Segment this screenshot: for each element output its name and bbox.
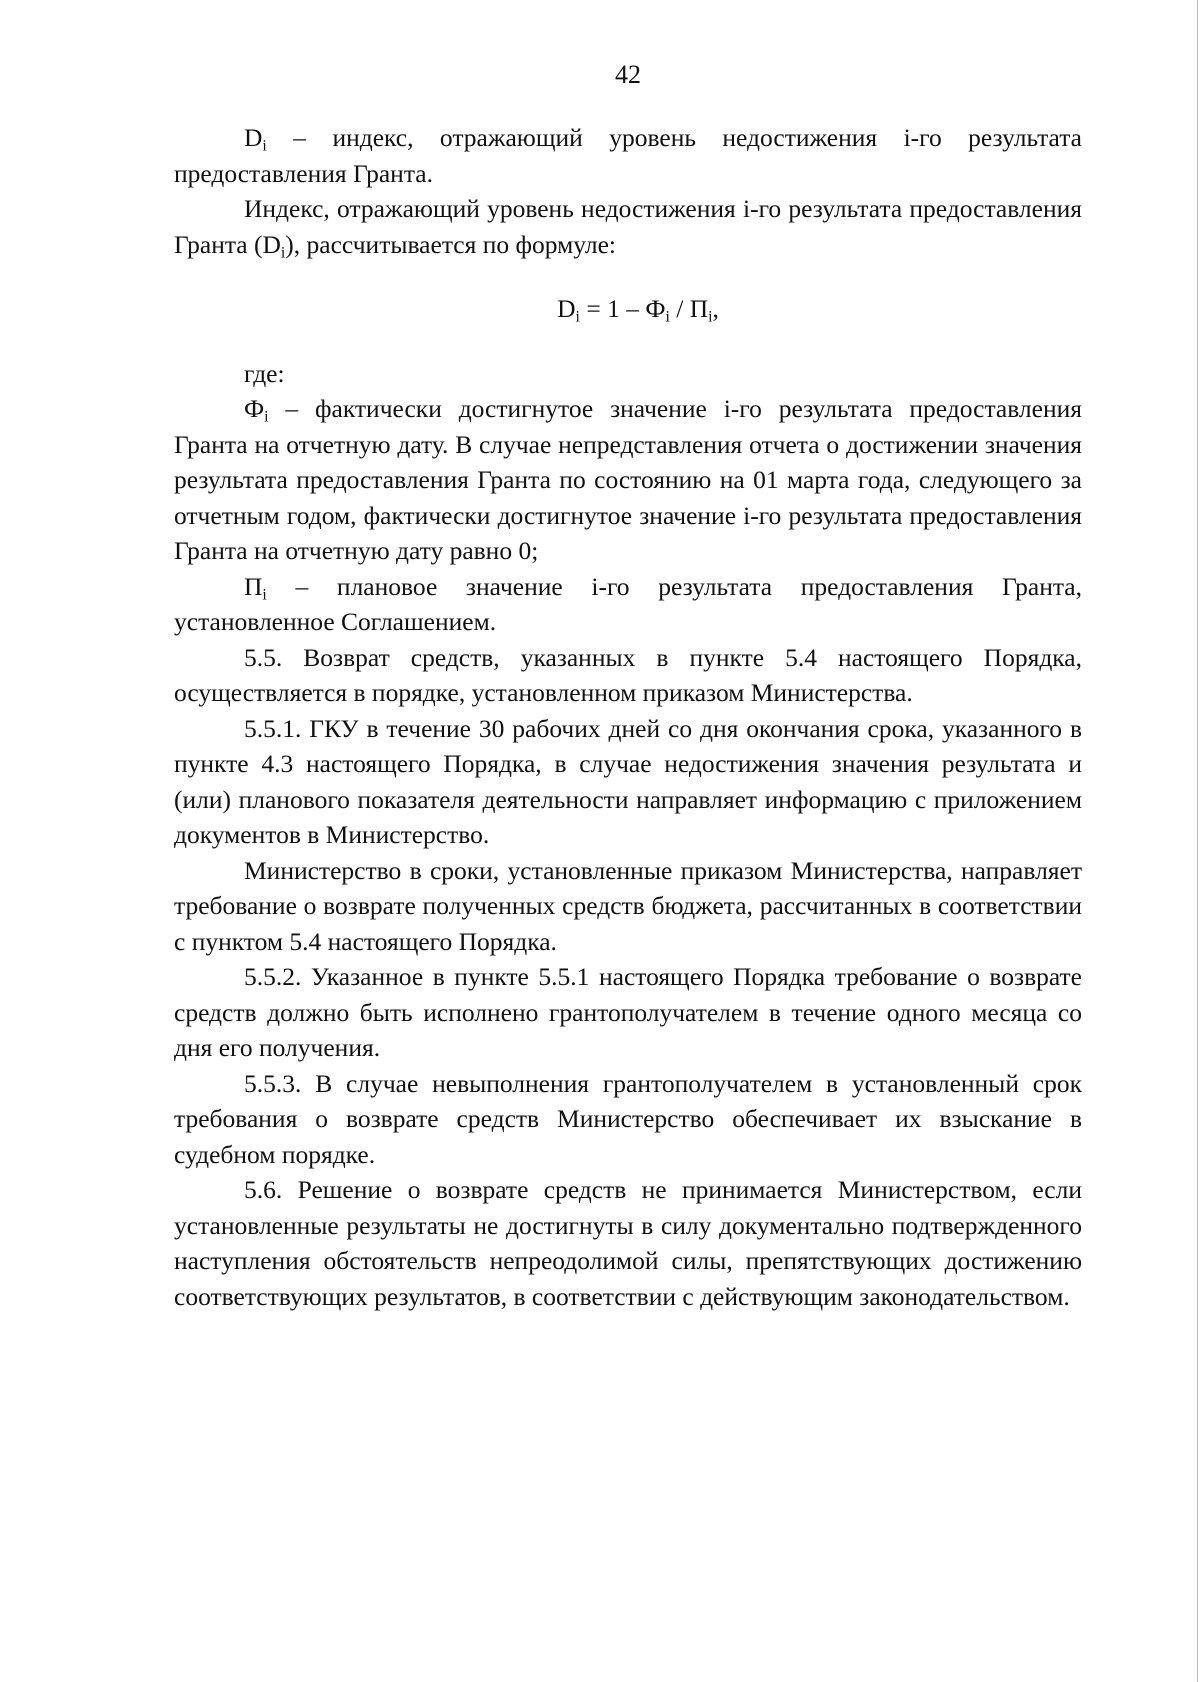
- page-number: 42: [615, 60, 641, 89]
- paragraph-5-5-2: 5.5.2. Указанное в пункте 5.5.1 настоящего Порядка требование о возврате средств должно быть исполнено грантополучателем в течение одного месяца со дня его получения.: [174, 962, 1082, 1062]
- subscript-i: i: [264, 408, 269, 426]
- subscript-i: i: [262, 586, 267, 604]
- subscript-i: i: [708, 308, 713, 326]
- paragraph-text: – индекс, отражающий уровень недостижения i-го результата предоставления Гранта.: [174, 123, 1082, 188]
- paragraph-pi-definition: [174, 569, 1082, 640]
- symbol-pi: П: [244, 571, 263, 601]
- paragraph-di-definition: [174, 120, 1082, 191]
- page-edge-line: [1197, 0, 1198, 1682]
- paragraph-where: где:: [244, 358, 285, 388]
- paragraph-text: – плановое значение i-го результата предоставления Гранта, установленное Соглашением.: [174, 571, 1082, 636]
- paragraph-5-5-1: 5.5.1. ГКУ в течение 30 рабочих дней со дня окончания срока, указанного в пункте 4.3 настоящего Порядка, в случае недостижения значения результата и (или) планового показателя деятельности направляет информацию с приложением документов в Министерство.: [174, 713, 1082, 849]
- document-body: [174, 120, 1082, 1314]
- subscript-i: i: [280, 244, 286, 262]
- paragraph-5-5-3: 5.5.3. В случае невыполнения грантополучателем в установленный срок требования о возврате средств Министерство обеспечивает их взыскание в судебном порядке.: [174, 1068, 1082, 1169]
- symbol-phi: Ф: [244, 394, 265, 423]
- paragraph-text: Индекс, отражающий уровень недостижения i-го результата предоставления Гранта (D: [174, 194, 1082, 259]
- paragraph-text: ), рассчитывается по формуле:: [285, 229, 616, 259]
- formula-lhs: D: [557, 294, 576, 323]
- paragraph-5-6: 5.6. Решение о возврате средств не принимается Министерством, если установленные результаты не достигнуты в силу документально подтвержденного наступления обстоятельств непреодолимой силы, препятствующих достижению соответствующих результатов, в соответствии с действующим законодательством.: [174, 1175, 1082, 1311]
- formula-div: / П: [669, 294, 709, 323]
- formula-end: ,: [712, 294, 719, 323]
- paragraph-text: – фактически достигнутое значение i-го результата предоставления Гранта на отчетную дату. В случае непредставления отчета о достижении значения результата предоставления Гранта по состоянию на 01 марта года, следующего за отчетным годом, фактически достигнутое значение i-го результата предоставления Гранта на отчетную дату равно 0;: [174, 394, 1082, 565]
- paragraph-index-formula-intro: [174, 191, 1082, 262]
- formula: [174, 262, 1082, 356]
- subscript-i: i: [575, 308, 580, 326]
- subscript-i: i: [665, 308, 670, 326]
- formula-mid: = 1 – Ф: [579, 294, 666, 323]
- subscript-i: i: [262, 137, 267, 155]
- paragraph-phi-definition: [174, 391, 1082, 569]
- paragraph-ministry-requirement: Министерство в сроки, установленные приказом Министерства, направляет требование о возврате полученных средств бюджета, рассчитанных в соответствии с пунктом 5.4 настоящего Порядка.: [174, 855, 1082, 956]
- symbol-d: D: [244, 123, 263, 152]
- paragraph-5-5: 5.5. Возврат средств, указанных в пункте 5.4 настоящего Порядка, осуществляется в порядке, установленном приказом Министерства.: [174, 642, 1082, 707]
